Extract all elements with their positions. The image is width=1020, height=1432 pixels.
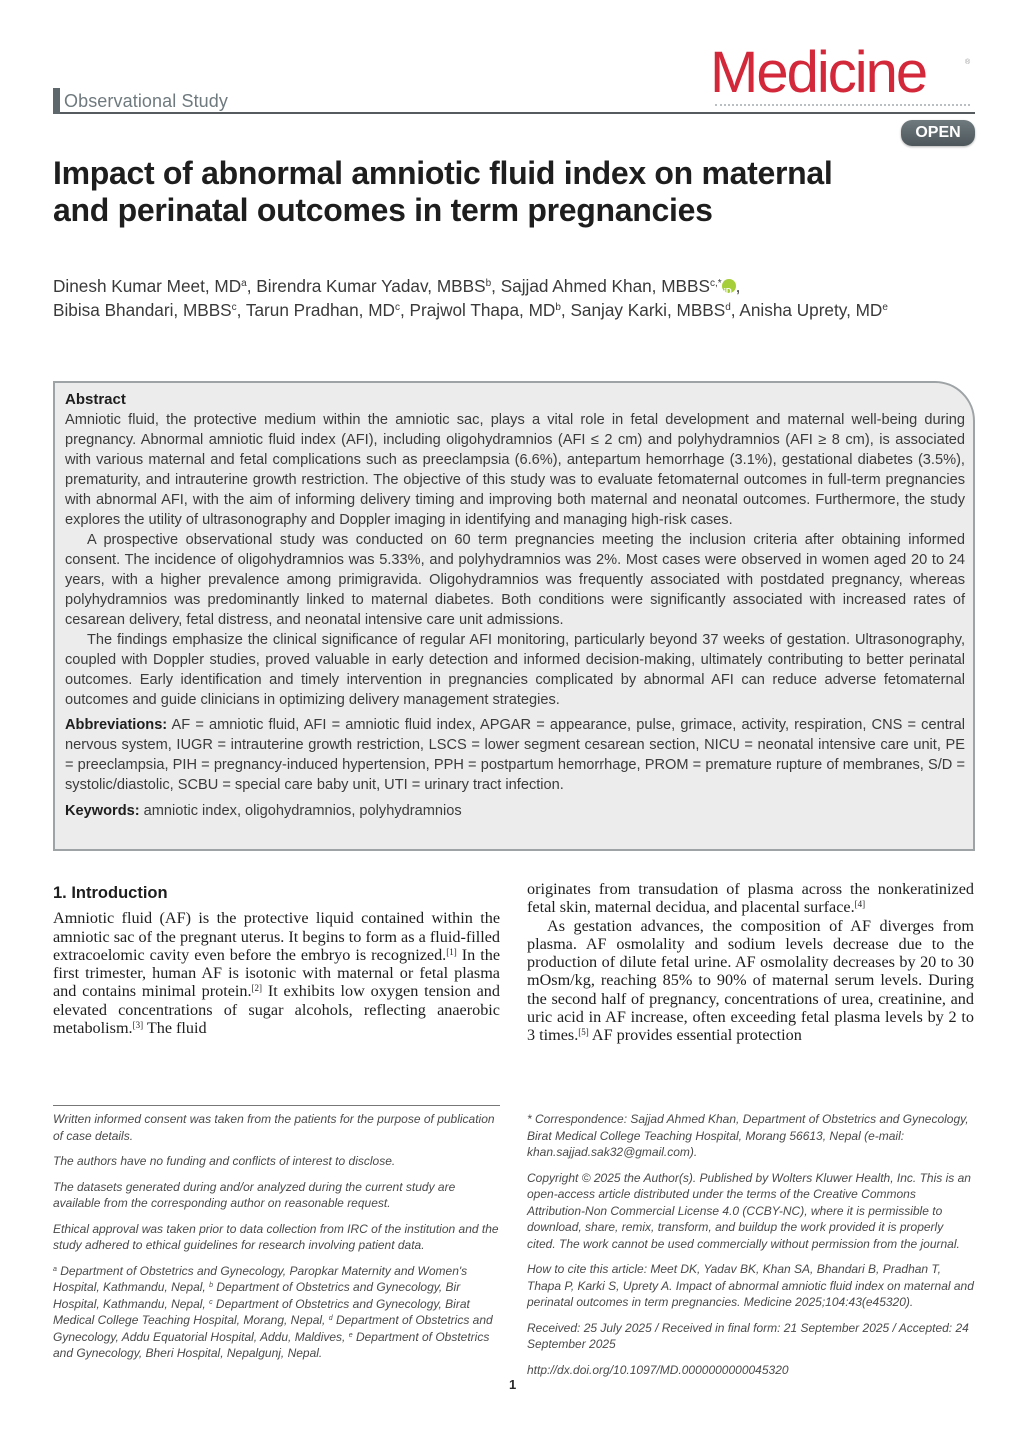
footnote-citation: How to cite this article: Meet DK, Yadav BK, Khan SA, Bhandari B, Pradhan T, Thapa P, Karki S, Uprety A. Impact of abnormal amniotic fluid index on maternal and perinatal outcomes in term pregnancies. Medicine 2025;104:43(e45320). (527, 1262, 974, 1309)
abstract-paragraph: A prospective observational study was conducted on 60 term pregnancies meeting the inclusion criteria after obtaining informed consent. The incidence of oligohydramnios was 5.33%, and polyhydramnios was 2%. Most cases were observed in women aged 20 to 24 years, with a higher prevalence among primigravida. Oligohydramnios was frequently associated with postdated pregnancy, whereas polyhydramnios was predominantly linked to maternal diabetes. Both conditions were significantly associated with increased rates of cesarean delivery, fetal distress, and neonatal intensive care unit admissions. (65, 532, 965, 628)
affiliation-marker: c (394, 302, 400, 313)
affiliation-marker: b (555, 302, 561, 313)
citation-link[interactable]: [1] (446, 946, 457, 957)
citation-link[interactable]: [5] (578, 1027, 589, 1038)
footnotes-left (53, 1105, 500, 1371)
open-access-badge: OPEN (901, 120, 975, 146)
abbreviations-text: AF = amniotic fluid, AFI = amniotic fluid index, APGAR = appearance, pulse, grimace, activity, respiration, CNS = central nervous system, IUGR = intrauterine growth restriction, LSCS = lower segment cesarean section, NICU = neonatal intensive care unit, PE = preeclampsia, PIH = pregnancy-induced hypertension, PPH = postpartum hemorrhage, PROM = premature rupture of membranes, S/D = systolic/diastolic, SCBU = special care baby unit, UTI = urinary tract infection. (65, 717, 965, 793)
affiliation-marker: e (882, 302, 888, 313)
affiliation-marker: e (348, 1331, 353, 1339)
keywords-text: amniotic index, oligohydramnios, polyhydramnios (139, 803, 462, 819)
separator: , (246, 276, 257, 296)
affiliation: Department of Obstetrics and Gynecology, Paropkar Maternity and Women's Hospital, Kathmandu, Nepal, (53, 1263, 468, 1294)
logo-dotted-rule (715, 104, 970, 106)
footnote-data-availability: The datasets generated during and/or analyzed during the current study are available from the corresponding author on reasonable request. (53, 1179, 456, 1210)
abstract-paragraph: The findings emphasize the clinical significance of regular AFI monitoring, particularly beyond 37 weeks of gestation. Ultrasonography, coupled with Doppler studies, proved valuable in early detection and informed decision-making, ultimately contributing to better perinatal outcomes. Early identification and timely intervention in pregnancies complicated by abnormal AFI can reduce adverse fetomaternal outcomes and guide clinicians in optimizing delivery management strategies. (65, 632, 965, 708)
footnote-funding: The authors have no funding and conflicts of interest to disclose. (53, 1154, 396, 1168)
affiliation-marker: b (209, 1282, 213, 1289)
author: Prajwol Thapa, MD (409, 300, 556, 320)
page-number: 1 (509, 1377, 517, 1392)
separator: , (560, 300, 571, 320)
author-list (53, 274, 983, 322)
body-text: Amniotic fluid (AF) is the protective liquid contained within the amniotic sac of the pregnant uterus. It begins to form as a fluid-filled extracoelomic cavity even before the embryo is recognized. (53, 909, 500, 964)
section-heading-introduction: 1. Introduction (53, 884, 168, 902)
separator: , (735, 276, 741, 296)
footnotes-right (527, 1105, 974, 1387)
author: Anisha Uprety, MD (739, 300, 883, 320)
article-type-label: Observational Study (64, 91, 228, 111)
section-bar-decoration (53, 88, 60, 114)
body-text: originates from transudation of plasma across the nonkeratinized fetal skin, maternal decidua, and placental surface. (527, 880, 974, 917)
author: Bibisa Bhandari, MBBS (53, 300, 232, 320)
keywords (65, 801, 965, 821)
affiliation: Department of Obstetrics and Gynecology, Bir Hospital, Kathmandu, Nepal, (53, 1280, 461, 1311)
separator: , (399, 300, 410, 320)
separator: , (491, 276, 501, 296)
separator: , (730, 300, 740, 320)
body-text: It exhibits low oxygen tension and elevated concentrations of sugar alcohols, reflecting anaerobic metabolism. (53, 982, 500, 1038)
separator: , (236, 300, 246, 320)
keywords-label: Keywords: (65, 803, 140, 819)
author-line-2 (53, 298, 983, 322)
affiliation-marker: b (485, 278, 492, 289)
body-text: The fluid (143, 1019, 207, 1038)
body-column-right (527, 880, 974, 1045)
footnote-ethics: Ethical approval was taken prior to data collection from IRC of the institution and the study adhered to ethical guidelines for research involving patient data. (53, 1221, 499, 1252)
registered-mark: ® (965, 59, 971, 66)
abstract-heading: Abstract (65, 391, 126, 408)
journal-logo: Medicine (710, 40, 927, 105)
abstract-paragraph: Amniotic fluid, the protective medium within the amniotic sac, plays a vital role in fetal development and maternal well-being during pregnancy. Abnormal amniotic fluid index (AFI), including oligohydramnios (AFI ≤ 2 cm) and polyhydramnios (AFI ≥ 8 cm), is associated with various maternal and fetal complications such as preeclampsia (6.6%), antepartum hemorrhage (3.1%), gestational diabetes (3.5%), prematurity, and intrauterine growth restriction. The objective of this study was to evaluate fetomaternal outcomes in full-term pregnancies with abnormal AFI, with the aim of informing delivery timing and improving both maternal and neonatal outcomes. Furthermore, the study explores the utility of ultrasonography and Doppler imaging in identifying and managing high-risk cases. (65, 412, 965, 528)
body-text: In the first trimester, human AF is isotonic with maternal or fetal plasma and contains minimal protein. (53, 945, 501, 1001)
doi-link[interactable]: http://dx.doi.org/10.1097/MD.0000000000045320 (527, 1362, 789, 1377)
affiliation-marker: c (209, 1298, 213, 1306)
abbreviations (65, 715, 965, 795)
orcid-icon[interactable] (722, 279, 736, 293)
author: Tarun Pradhan, MD (245, 300, 395, 320)
footnote-affiliations (53, 1263, 500, 1362)
affiliation: Department of Obstetrics and Gynecology, Addu Equatorial Hospital, Addu, Maldives, (53, 1313, 493, 1344)
affiliation-marker: c,* (709, 278, 722, 289)
footnote-correspondence: * Correspondence: Sajjad Ahmed Khan, Department of Obstetrics and Gynecology, Birat Medical College Teaching Hospital, Morang 56613, Nepal (e-mail: khan.sajjad.sak32@gmail.com). (527, 1112, 969, 1159)
author: Sajjad Ahmed Khan, MBBS (500, 276, 710, 296)
affiliation-marker: d (725, 302, 731, 313)
affiliation-marker: d (328, 1315, 333, 1322)
body-paragraph (53, 909, 500, 1037)
author: Dinesh Kumar Meet, MD (53, 276, 242, 296)
affiliation: Department of Obstetrics and Gynecology, Birat Medical College Teaching Hospital, Morang, Nepal, (53, 1296, 470, 1327)
affiliation-marker: a (241, 278, 247, 289)
body-paragraph (527, 880, 974, 917)
article-title: Impact of abnormal amniotic fluid index on maternal and perinatal outcomes in term pregnancies (53, 155, 833, 228)
affiliation-marker: c (231, 302, 237, 313)
abbreviations-label: Abbreviations: (65, 717, 168, 733)
author: Birendra Kumar Yadav, MBBS (256, 276, 486, 296)
citation-link[interactable]: [3] (132, 1020, 144, 1031)
footnote-consent: Written informed consent was taken from the patients for the purpose of publication of case details. (53, 1112, 495, 1143)
body-paragraph (527, 917, 974, 1045)
author-line-1 (53, 274, 983, 298)
body-text: AF provides essential protection (588, 1026, 802, 1045)
footnote-dates: Received: 25 July 2025 / Received in final form: 21 September 2025 / Accepted: 24 September 2025 (527, 1320, 969, 1351)
author: Sanjay Karki, MBBS (570, 300, 726, 320)
footnote-copyright: Copyright © 2025 the Author(s). Published by Wolters Kluwer Health, Inc. This is an open-access article distributed under the terms of the Creative Commons Attribution-Non Commercial License 4.0 (CCBY-NC), where it is permissible to download, share, remix, transform, and buildup the work provided it is properly cited. The work cannot be used commercially without permission from the journal. (527, 1170, 971, 1251)
abstract-content (65, 390, 965, 821)
affiliation: Department of Obstetrics and Gynecology, Bheri Hospital, Nepalgunj, Nepal. (53, 1329, 490, 1360)
citation-link[interactable]: [4] (854, 899, 866, 910)
affiliation-marker: a (53, 1265, 57, 1273)
body-column-left (53, 880, 500, 1037)
abstract-box (53, 381, 975, 851)
citation-link[interactable]: [2] (251, 983, 263, 994)
body-text: As gestation advances, the composition of AF diverges from plasma. AF osmolality and sodium levels decrease due to the production of dilute fetal urine. AF osmolality decreases by 20 to 30 mOsm/kg, reaching 85% to 90% of maternal serum levels. During the second half of pregnancy, concentrations of urea, creatinine, and uric acid in AF increase, often exceeding fetal plasma levels by 2 to 3 times. (527, 916, 974, 1045)
